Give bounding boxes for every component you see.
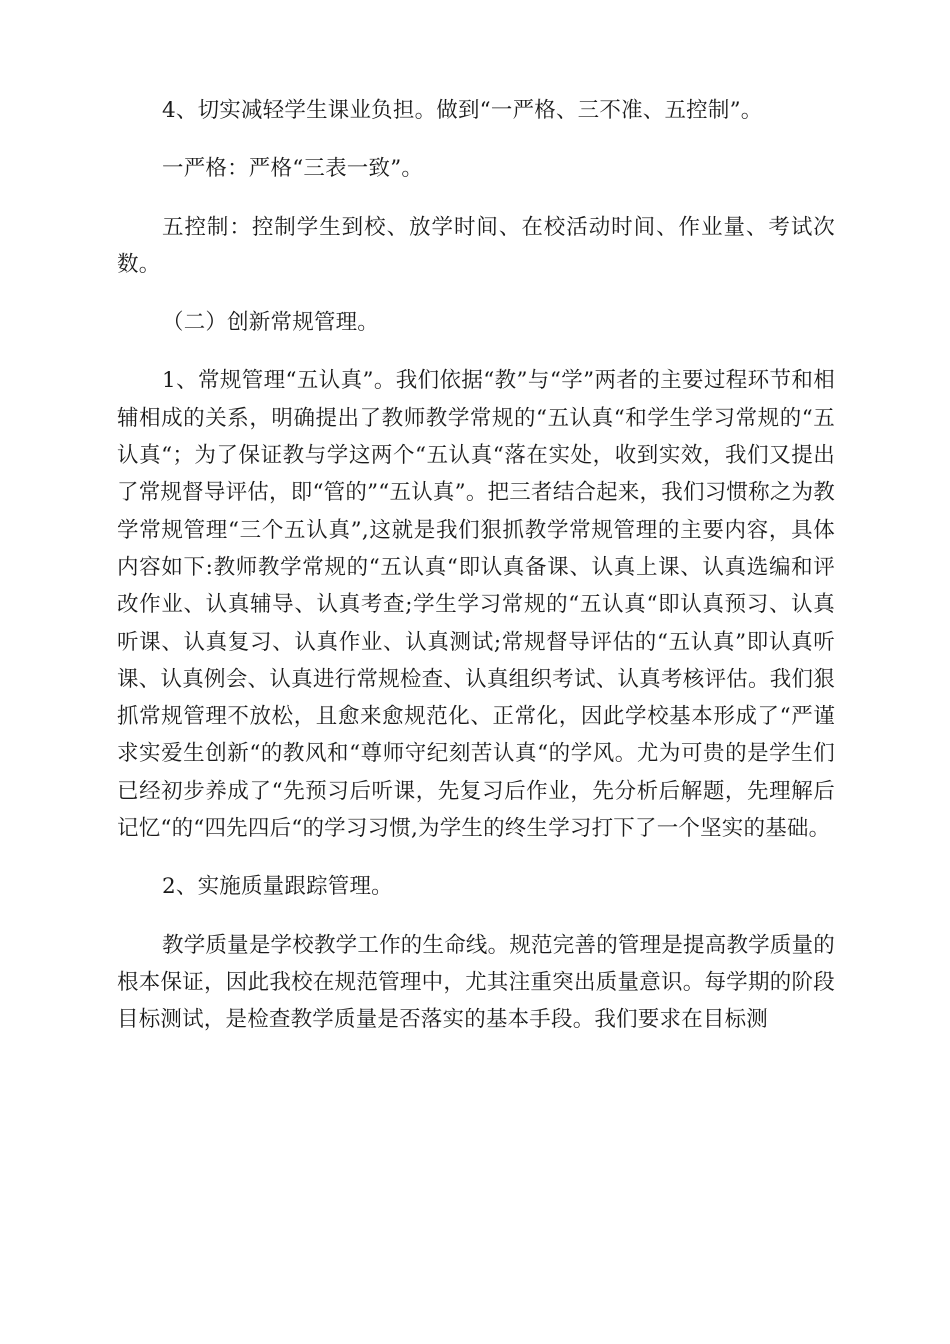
paragraph-quality-tracking-heading: 2、实施质量跟踪管理。: [162, 874, 393, 900]
paragraph-teaching-quality: 教学质量是学校教学工作的生命线。规范完善的管理是提高教学质量的根本保证，因此我校在规范管理中，尤其注重突出质量意识。每学期的阶段目标测试，是检查教学质量是否落实的基本手段。我们要求在目标测: [117, 932, 835, 1033]
paragraph-five-controls: 五控制：控制学生到校、放学时间、在校活动时间、作业量、考试次数。: [117, 214, 835, 277]
paragraph-one-strict: 一严格：严格“三表一致”。: [162, 156, 424, 182]
paragraph-five-earnest: 1、常规管理“五认真”。我们依据“教”与“学”两者的主要过程环节和相辅相成的关系，明确提出了教师教学常规的“五认真“和学生学习常规的“五认真“；为了保证教与学这两个“五认真“落在实处，收到实效，我们又提出了常规督导评估，即“管的”“五认真”。把三者结合起来，我们习惯称之为教学常规管理“三个五认真”,这就是我们狠抓教学常规管理的主要内容，具体内容如下:教师教学常规的“五认真“即认真备课、认真上课、认真选编和评改作业、认真辅导、认真考查;学生学习常规的“五认真“即认真预习、认真听课、认真复习、认真作业、认真测试;常规督导评估的“五认真”即认真听课、认真例会、认真进行常规检查、认真组织考试、认真考核评估。我们狠抓常规管理不放松，且愈来愈规范化、正常化，因此学校基本形成了“严谨求实爱生创新“的教风和“尊师守纪刻苦认真“的学风。尤为可贵的是学生们已经初步养成了“先预习后听课，先复习后作业，先分析后解题，先理解后记忆“的“四先四后“的学习习惯,为学生的终生学习打下了一个坚实的基础。: [117, 368, 835, 842]
document-body: [117, 92, 835, 1060]
paragraph-burden-reduction: 4、切实减轻学生课业负担。做到“一严格、三不准、五控制”。: [162, 98, 763, 123]
section-heading-routine-management: （二）创新常规管理。: [162, 310, 380, 336]
